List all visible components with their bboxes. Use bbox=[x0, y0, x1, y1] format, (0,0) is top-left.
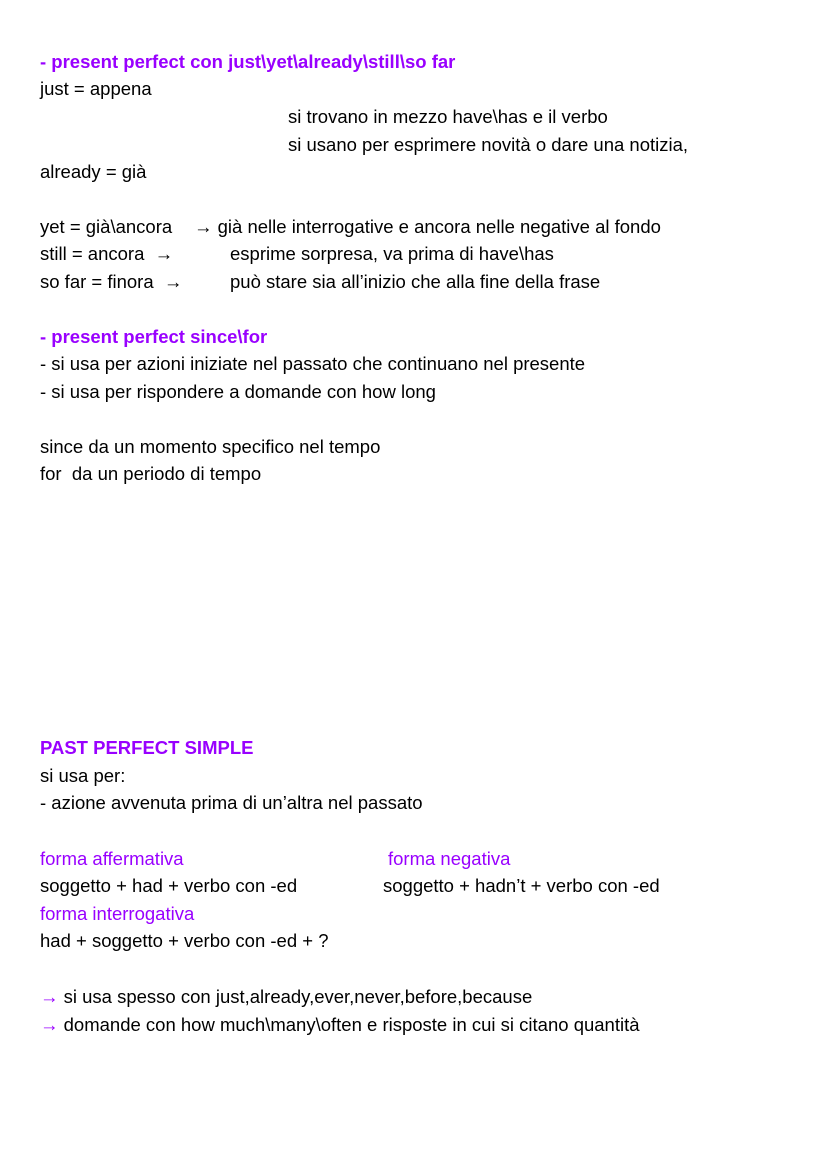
definition-yet: yet = già\ancora bbox=[40, 216, 173, 237]
note-text: domande con how much\many\often e risposte in cui si citano quantità bbox=[63, 1014, 640, 1035]
usage-line: - azione avvenuta prima di un’altra nel passato bbox=[40, 792, 423, 813]
interrogative-label: forma interrogativa bbox=[40, 903, 195, 924]
definition-so-far: so far = finora → bbox=[40, 271, 183, 292]
section-title: - present perfect since\for bbox=[40, 326, 268, 347]
definition-for: for da un periodo di tempo bbox=[40, 463, 262, 484]
negative-form: soggetto + hadn’t + verbo con -ed bbox=[383, 875, 660, 896]
section-title: PAST PERFECT SIMPLE bbox=[40, 737, 254, 758]
affirmative-label: forma affermativa bbox=[40, 848, 184, 869]
section-title: - present perfect con just\yet\already\still\so far bbox=[40, 51, 456, 72]
affirmative-form: soggetto + had + verbo con -ed bbox=[40, 875, 298, 896]
description-still: esprime sorpresa, va prima di have\has bbox=[230, 243, 554, 264]
arrow-icon: → bbox=[40, 1014, 59, 1035]
usage-line: - si usa per rispondere a domande con how long bbox=[40, 381, 436, 402]
arrow-icon: → bbox=[40, 986, 59, 1007]
interrogative-form: had + soggetto + verbo con -ed + ? bbox=[40, 930, 329, 951]
note-line bbox=[40, 1014, 640, 1036]
description-yet: → già nelle interrogative e ancora nelle negative al fondo bbox=[194, 216, 661, 237]
definition-just: just = appena bbox=[40, 78, 152, 99]
definition-still: still = ancora → bbox=[40, 243, 174, 264]
negative-label: forma negativa bbox=[388, 848, 511, 869]
description-so-far: può stare sia all’inizio che alla fine della frase bbox=[230, 271, 601, 292]
note-text: si usa spesso con just,already,ever,never,before,because bbox=[63, 986, 533, 1007]
note-usage: si usano per esprimere novità o dare una notizia, bbox=[288, 134, 689, 155]
note-line bbox=[40, 986, 532, 1008]
intro-text: si usa per: bbox=[40, 765, 126, 786]
note-position: si trovano in mezzo have\has e il verbo bbox=[288, 106, 608, 127]
usage-line: - si usa per azioni iniziate nel passato che continuano nel presente bbox=[40, 353, 586, 374]
definition-since: since da un momento specifico nel tempo bbox=[40, 436, 381, 457]
definition-already: already = già bbox=[40, 161, 147, 182]
